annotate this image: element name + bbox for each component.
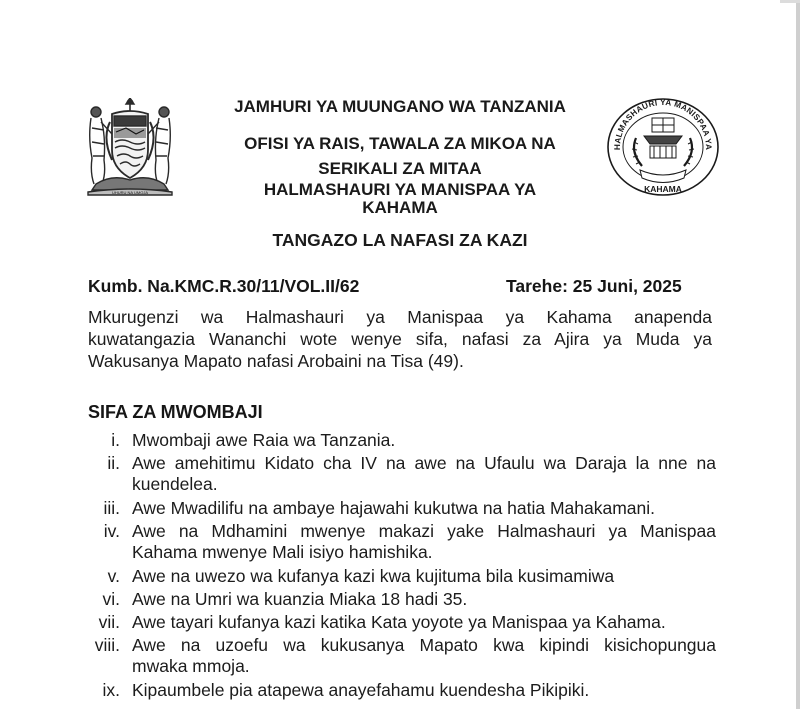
page-edge-shadow-top — [780, 0, 800, 3]
list-item-text: Awe na uzoefu wa kukusanya Mapato kwa kipindi kisichopungua — [132, 635, 716, 655]
page-edge-shadow — [796, 0, 800, 709]
list-item-number: vi. — [102, 589, 120, 609]
list-item-text: Mwombaji awe Raia wa Tanzania. — [132, 430, 396, 450]
intro-line: Mkurugenzi wa Halmashauri ya Manispaa ya Kahama anapenda — [88, 307, 712, 327]
list-item-text: kuendelea. — [132, 474, 218, 494]
list-item-number: iii. — [103, 498, 120, 518]
header-country: JAMHURI YA MUUNGANO WA TANZANIA — [234, 97, 566, 116]
header-office-line2: SERIKALI ZA MITAA — [318, 159, 482, 178]
list-item-text: Awe na Umri wa kuanzia Miaka 18 hadi 35. — [132, 589, 468, 609]
list-item-text: Awe Mwadilifu na ambaye hajawahi kukutwa na hatia Mahakamani. — [132, 498, 656, 518]
list-item-number: vii. — [98, 612, 120, 632]
list-item-text: mwaka mmoja. — [132, 656, 250, 676]
coat-of-arms-emblem — [82, 98, 178, 196]
list-item-number: iv. — [103, 521, 120, 541]
reference-number: Kumb. Na.KMC.R.30/11/VOL.II/62 — [88, 276, 360, 296]
list-item-number: ii. — [107, 453, 120, 473]
intro-line: Wakusanya Mapato nafasi Arobaini na Tisa (49). — [88, 351, 464, 371]
list-item-text: Awe na uwezo wa kufanya kazi kwa kujituma bila kusimamiwa — [132, 566, 615, 586]
svg-text:UHURU NA UMOJA: UHURU NA UMOJA — [111, 190, 149, 195]
list-item-number: viii. — [94, 635, 120, 655]
list-item-text: Kipaumbele pia atapewa anayefahamu kuendesha Pikipiki. — [132, 680, 590, 700]
list-item-text: Awe tayari kufanya kazi katika Kata yoyote ya Manispaa ya Kahama. — [132, 612, 666, 632]
intro-line: kuwatangazia Wananchi wote wenye sifa, nafasi za Ajira ya Muda ya — [88, 329, 712, 349]
intro-paragraph — [88, 306, 712, 372]
list-item-number: v. — [107, 566, 120, 586]
section-title: SIFA ZA MWOMBAJI — [88, 402, 263, 422]
header-council-line1: HALMASHAURI YA MANISPAA YA — [263, 180, 537, 199]
list-item-text: Awe na Mdhamini mwenye makazi yake Halmashauri ya Manispaa — [132, 521, 716, 541]
list-item-number: ix. — [102, 680, 120, 700]
announcement-date: Tarehe: 25 Juni, 2025 — [506, 276, 682, 296]
list-item-number: i. — [111, 430, 120, 450]
header-office-line1: OFISI YA RAIS, TAWALA ZA MIKOA NA — [244, 134, 556, 153]
list-item-text: Kahama mwenye Mali isiyo hamishika. — [132, 542, 433, 562]
svg-text:HALMASHAURI YA MANISPAA YA: HALMASHAURI YA MANISPAA YA — [612, 97, 714, 151]
header-council-line2: KAHAMA — [362, 198, 438, 217]
announcement-title: TANGAZO LA NAFASI ZA KAZI — [272, 230, 528, 250]
list-item-text: Awe amehitimu Kidato cha IV na awe na Ufaulu wa Daraja la nne na — [132, 453, 716, 473]
seal-bottom-text: KAHAMA — [644, 184, 682, 194]
municipal-seal-logo — [606, 96, 720, 198]
